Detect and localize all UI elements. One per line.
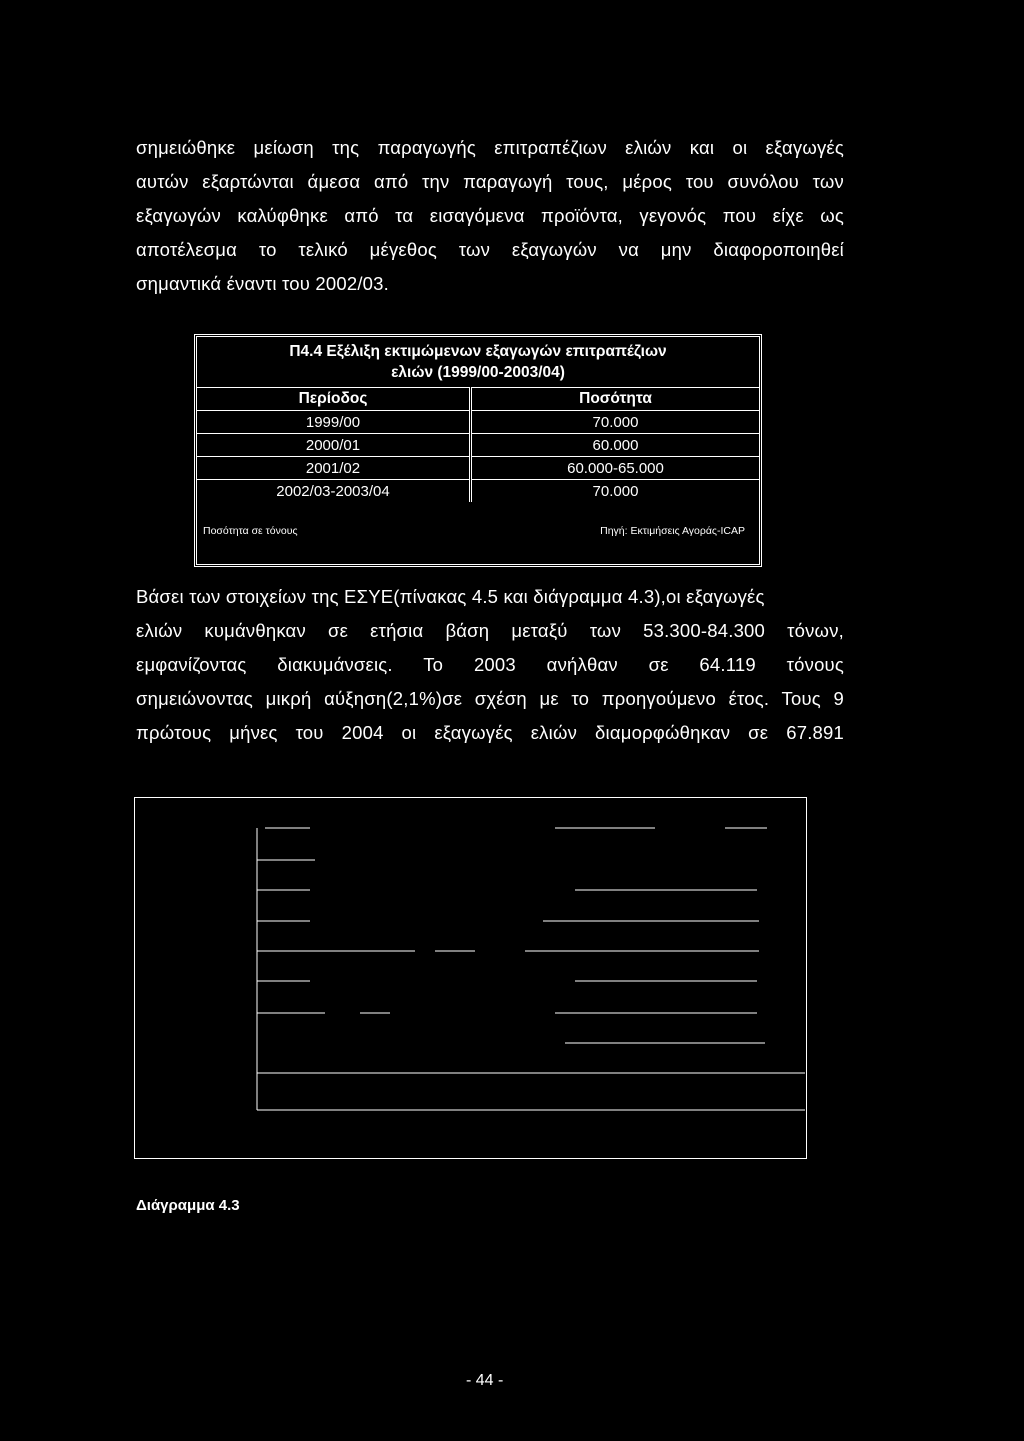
diagram-frame — [134, 797, 807, 1159]
cell-period: 2000/01 — [197, 434, 471, 457]
text-line: αυτών εξαρτώνται άμεσα από την παραγωγή τους, μέρος του συνόλου των — [136, 171, 844, 192]
cell-quantity: 60.000-65.000 — [471, 457, 760, 480]
page-number: - 44 - — [466, 1372, 504, 1389]
text-line: Βάσει των στοιχείων της ΕΣΥΕ(πίνακας 4.5 και διάγραμμα 4.3),οι εξαγωγές — [136, 586, 765, 607]
cell-period: 2002/03-2003/04 — [197, 480, 471, 503]
cell-quantity: 60.000 — [471, 434, 760, 457]
paragraph-1 — [136, 131, 844, 301]
exports-table — [194, 334, 762, 567]
source-note: Πηγή: Εκτιμήσεις Αγοράς-ICAP — [600, 525, 745, 537]
table-footer — [197, 523, 759, 543]
paragraph-2 — [136, 580, 844, 750]
text-line: εμφανίζοντας διακυμάνσεις. Το 2003 ανήλθαν σε 64.119 τόνους — [136, 654, 844, 675]
header-period: Περίοδος — [197, 388, 471, 411]
table-row — [197, 480, 759, 503]
header-quantity: Ποσότητα — [471, 388, 760, 411]
text-line: πρώτους μήνες του 2004 οι εξαγωγές ελιών διαμορφώθηκαν σε 67.891 — [136, 722, 844, 743]
cell-period: 2001/02 — [197, 457, 471, 480]
text-line: σημειώνοντας μικρή αύξηση(2,1%)σε σχέση με το προηγούμενο έτος. Τους 9 — [136, 688, 844, 709]
text-line: σημειώθηκε μείωση της παραγωγής επιτραπέζιων ελιών και οι εξαγωγές — [136, 137, 844, 158]
diagram-caption: Διάγραμμα 4.3 — [136, 1197, 240, 1214]
text-line: σημαντικά έναντι του 2002/03. — [136, 273, 389, 294]
text-line: αποτέλεσμα το τελικό μέγεθος των εξαγωγών να μην διαφοροποιηθεί — [136, 239, 844, 260]
text-line: εξαγωγών καλύφθηκε από τα εισαγόμενα προϊόντα, γεγονός που είχε ως — [136, 205, 844, 226]
cell-quantity: 70.000 — [471, 411, 760, 434]
text-line: ελιών κυμάνθηκαν σε ετήσια βάση μεταξύ των 53.300-84.300 τόνων, — [136, 620, 844, 641]
cell-period: 1999/00 — [197, 411, 471, 434]
diagram-gridlines — [135, 798, 808, 1160]
table-row — [197, 457, 759, 480]
table-row — [197, 434, 759, 457]
table-row — [197, 411, 759, 434]
table-grid — [197, 387, 759, 502]
cell-quantity: 70.000 — [471, 480, 760, 503]
table-header-row — [197, 388, 759, 411]
unit-note: Ποσότητα σε τόνους — [203, 525, 298, 537]
table-title: Π4.4 Εξέλιξη εκτιμώμενων εξαγωγών επιτραπέζιων ελιών (1999/00-2003/04) — [289, 343, 667, 381]
